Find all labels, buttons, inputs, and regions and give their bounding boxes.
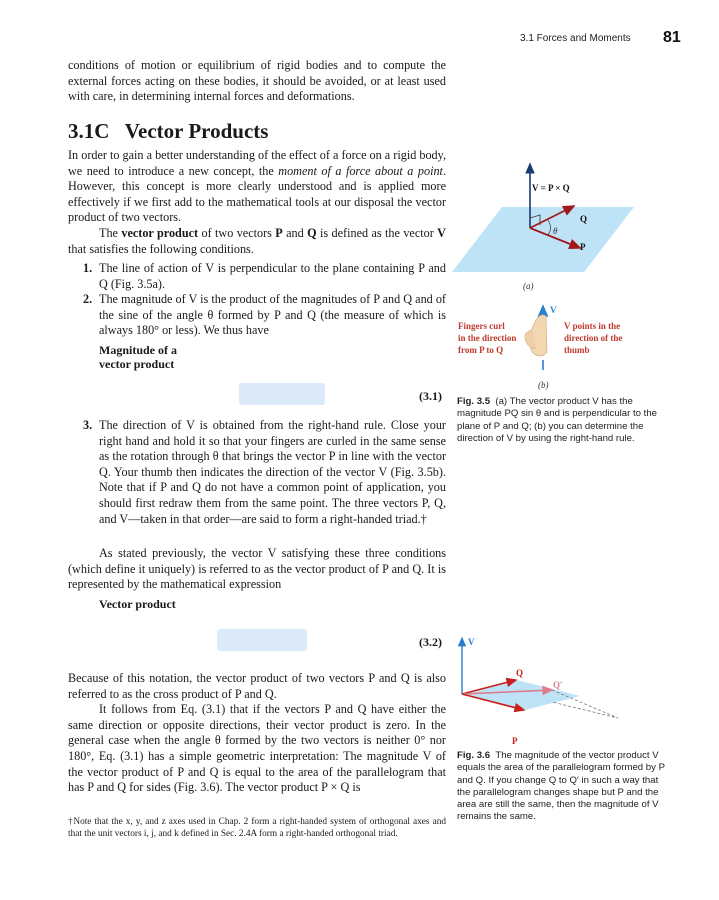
label-theta: θ [553, 226, 558, 236]
label-q: Q [580, 214, 588, 224]
fig36-label-q-prime: Q′ [553, 680, 563, 690]
para-1-text-a: In order to gain a better understanding of the effect of a force on a rigid body, we need to introduce a new concept, the [68, 148, 446, 178]
body-column-top [68, 148, 446, 257]
fig-3-5-caption-text: (a) The vector product V has the magnitude PQ sin θ and is perpendicular to the plane of P and Q; (b) you can determine the direction of V by using the right-hand rule. [457, 396, 657, 444]
para-2-text-f: that satisfies the following conditions. [68, 241, 254, 256]
fig36-label-p: P [512, 736, 518, 746]
equation-3-2-box [217, 629, 307, 651]
para-2-P: P [275, 225, 283, 240]
para-1 [68, 148, 446, 226]
section-title: 3.1C Vector Products [68, 119, 269, 143]
subfigure-label-b: (b) [538, 380, 549, 390]
plane-of-p-and-q [452, 207, 634, 272]
fingers-line-3: from P to Q [458, 345, 504, 355]
figure-3-6-caption [457, 750, 669, 824]
dashed-parallelogram-q-prime [552, 690, 618, 718]
label-v-b: V [550, 305, 557, 315]
figure-3-6 [452, 634, 657, 746]
thumb-line-1: V points in the [564, 321, 621, 331]
equation-3-1-box [239, 383, 325, 405]
equation-number-3-2: (3.2) [419, 635, 442, 649]
para-2-Q: Q [307, 225, 317, 240]
list-item-1-text: The line of action of V is perpendicular to the plane containing P and Q (Fig. 3.5a). [99, 261, 446, 291]
para-3: As stated previously, the vector V satisfying these three conditions (which define it uniquely) is referred to as the vector product of P and Q. It is represented by the mathematical expression [68, 546, 446, 592]
margin-label-magnitude: Magnitude of a vector product [99, 343, 177, 371]
para-2-text-e: is defined as the vector [316, 225, 438, 240]
fingers-line-2: in the direction [458, 333, 517, 343]
para-3-block [68, 546, 446, 593]
fig36-label-q: Q [516, 668, 524, 678]
intro-paragraph [68, 58, 446, 105]
fig-3-5-label: Fig. 3.5 [457, 396, 491, 407]
fig-3-6-label: Fig. 3.6 [457, 750, 491, 761]
para-5: It follows from Eq. (3.1) that if the vectors P and Q have either the same direction or opposite directions, their vector product is zero. In the general case when the angle θ formed by the two vectors is neither 0° nor 180°, Eq. (3.1) has a simple geometric interpretation: The magnitude V of the vector product of P and Q is equal to the area of the parallelogram that has P and Q for sides (Fig. 3.6). The vector product P × Q is [68, 702, 446, 795]
figure-3-5-caption [457, 396, 669, 445]
para-4: Because of this notation, the vector product of two vectors P and Q is also referred to as the cross product of P and Q. [68, 671, 446, 701]
para-2-term: vector product [121, 225, 199, 240]
para-2 [68, 226, 446, 257]
subfigure-label-a: (a) [523, 281, 534, 291]
margin-label-vector-product: Vector product [99, 597, 176, 611]
condition-list-b [68, 418, 446, 527]
thumb-line-2: direction of the [564, 333, 623, 343]
list-number-1: 1. [83, 261, 93, 275]
body-column-bottom [68, 671, 446, 796]
list-item-2 [68, 292, 446, 339]
fig-3-6-caption-text: The magnitude of the vector product V equals the area of the parallelogram formed by P and Q. If you change Q to Q′ in such a way that the parallelogram changes shape but P and the area are still the same, then the magnitude of V remains the same. [457, 750, 665, 823]
fig36-label-v: V [468, 637, 475, 647]
fingers-line-1: Fingers curl [458, 321, 505, 331]
footnote: †Note that the x, y, and z axes used in Chap. 2 form a right-handed system of orthogonal axes and that the unit vectors i, j, and k defined in Sec. 2.4A form a right-handed orthogonal triad. [68, 817, 446, 839]
condition-list-a [68, 261, 446, 339]
equation-number-3-1: (3.1) [419, 389, 442, 403]
intro-text: conditions of motion or equilibrium of rigid bodies and to compute the external forces acting on these bodies, it should be avoided, or at least used with care, in determining internal forces and deformations. [68, 58, 446, 104]
right-hand-illustration [525, 315, 547, 356]
para-1-text-c: . However, this concept is more clearly understood and is applied more effectively if we first add to the mathematical tools at our disposal the vector product of two vectors. [68, 163, 446, 225]
list-number-2: 2. [83, 292, 93, 307]
label-p: P [580, 242, 586, 252]
para-2-V: V [437, 225, 446, 240]
para-2-text-d: and [282, 225, 308, 240]
para-1-emphasis: moment of a force about a point [278, 163, 443, 178]
list-item-1 [68, 261, 446, 292]
figure-3-5 [452, 162, 652, 392]
list-number-3: 3. [83, 418, 93, 432]
para-2-text-c: of two vectors [198, 225, 276, 240]
section-heading [68, 119, 268, 144]
page-number: 81 [663, 29, 681, 46]
list-item-3-text: The direction of V is obtained from the right-hand rule. Close your right hand and hold it so that your fingers are curled in the same sense as the rotation through θ that brings the vector P in line with the vector Q. Your thumb then indicates the direction of the vector V (Fig. 3.5b). Note that if P and Q do not have a common point of application, you should first redraw them from the same point. The three vectors P, Q, and V—taken in that order—are said to form a right-handed triad.† [99, 418, 446, 526]
label-v-equals-p-cross-q: V = P × Q [532, 183, 570, 193]
para-2-text-a: The [99, 225, 122, 240]
thumb-line-3: thumb [564, 345, 590, 355]
list-item-2-text: The magnitude of V is the product of the magnitudes of P and Q and of the sine of the angle θ formed by P and Q (the measure of which is always 180° or less). We thus have [99, 292, 446, 338]
list-item-3 [68, 418, 446, 527]
running-header-section: 3.1 Forces and Moments [520, 33, 631, 44]
